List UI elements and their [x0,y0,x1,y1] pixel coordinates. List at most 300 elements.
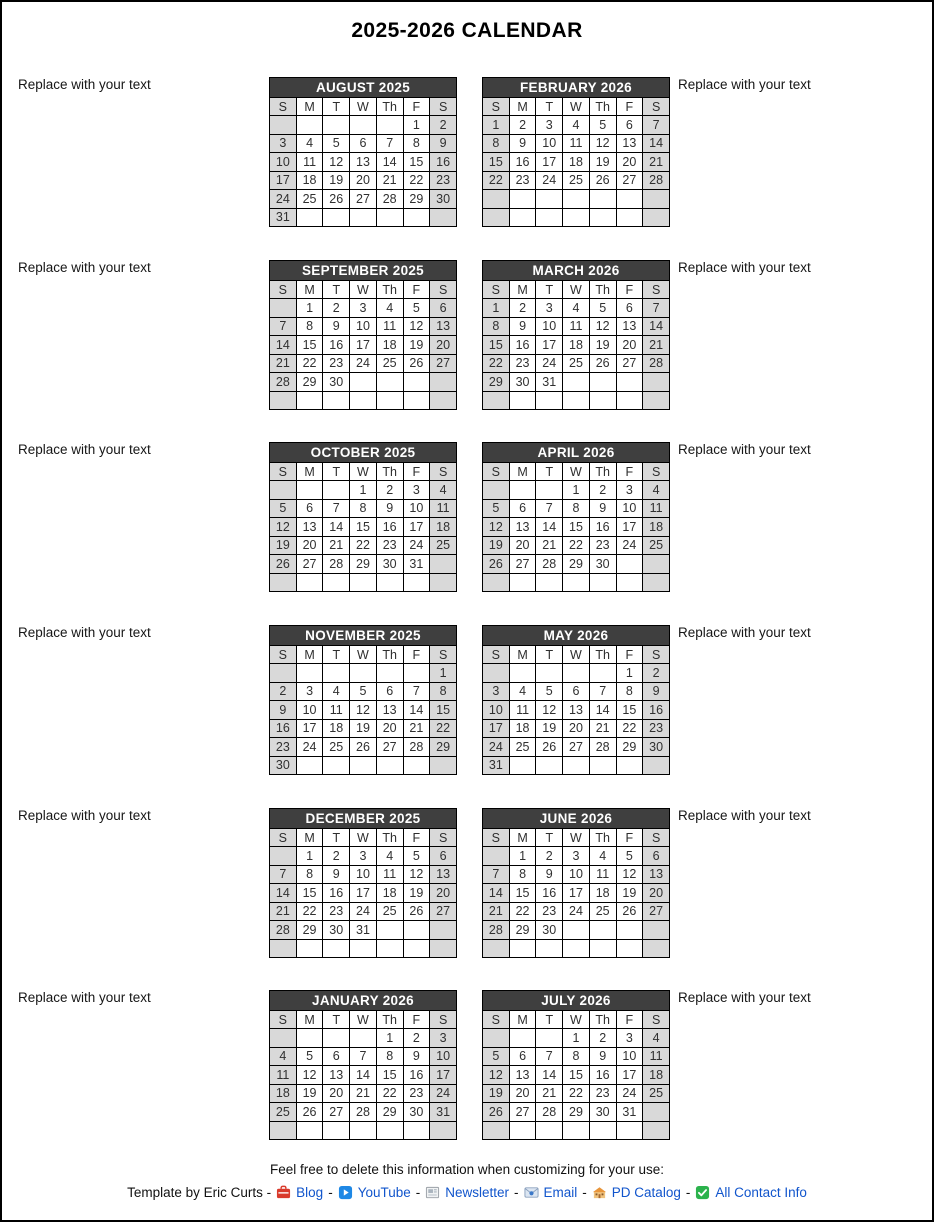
day-of-week-header: S [483,281,510,299]
day-cell: 9 [323,317,350,336]
day-cell [536,208,563,227]
day-of-week-header: S [430,829,457,847]
day-cell: 21 [403,719,430,738]
day-cell: 19 [403,884,430,903]
day-cell: 29 [563,1103,590,1122]
day-of-week-header: Th [589,1011,616,1029]
link-separator: - [582,1185,587,1200]
email-icon [524,1185,539,1200]
day-cell: 13 [430,317,457,336]
day-cell: 30 [643,738,670,757]
day-cell: 18 [323,719,350,738]
all-contact-info-link[interactable]: All Contact Info [715,1185,807,1200]
day-cell: 10 [616,1047,643,1066]
day-cell: 24 [350,354,377,373]
day-cell: 12 [589,134,616,153]
pd-catalog-link[interactable]: PD Catalog [611,1185,681,1200]
month-calendar [482,260,670,410]
day-cell: 20 [430,336,457,355]
day-of-week-header: M [509,829,536,847]
day-cell: 6 [509,1047,536,1066]
day-cell [376,939,403,958]
day-cell: 29 [563,555,590,574]
day-cell: 30 [270,756,297,775]
day-cell: 7 [323,499,350,518]
day-cell: 17 [616,518,643,537]
day-cell: 14 [270,336,297,355]
day-cell: 28 [350,1103,377,1122]
day-cell: 1 [563,1029,590,1048]
youtube-link[interactable]: YouTube [357,1185,411,1200]
month-title: APRIL 2026 [483,443,670,463]
day-cell: 15 [483,153,510,172]
day-cell [323,391,350,410]
day-cell: 27 [509,1103,536,1122]
day-cell: 19 [589,153,616,172]
day-cell [376,756,403,775]
day-cell: 26 [483,555,510,574]
day-cell: 21 [589,719,616,738]
day-of-week-header: F [403,1011,430,1029]
day-cell: 1 [483,299,510,318]
day-cell: 20 [509,536,536,555]
day-cell: 18 [376,336,403,355]
day-cell: 4 [643,1029,670,1048]
day-of-week-header: M [296,463,323,481]
day-cell: 9 [536,865,563,884]
day-cell: 13 [509,1066,536,1085]
day-cell: 27 [509,555,536,574]
day-cell: 6 [616,299,643,318]
day-cell: 25 [323,738,350,757]
email-link[interactable]: Email [543,1185,578,1200]
day-cell: 29 [403,190,430,209]
day-cell: 16 [509,153,536,172]
day-cell [296,391,323,410]
day-cell: 23 [589,1084,616,1103]
day-cell [376,1121,403,1140]
day-cell: 3 [270,134,297,153]
day-cell: 19 [483,536,510,555]
link-separator: - [514,1185,519,1200]
month-calendar [482,625,670,775]
day-cell: 14 [323,518,350,537]
day-cell: 5 [589,116,616,135]
day-cell: 9 [643,682,670,701]
day-cell: 25 [563,171,590,190]
day-cell [536,481,563,500]
day-cell: 12 [589,317,616,336]
day-cell: 5 [483,1047,510,1066]
day-of-week-header: S [483,98,510,116]
day-cell [589,373,616,392]
day-of-week-header: Th [376,829,403,847]
day-of-week-header: Th [589,829,616,847]
day-cell: 24 [536,171,563,190]
day-cell: 16 [270,719,297,738]
day-cell: 28 [270,921,297,940]
day-cell [563,573,590,592]
day-cell: 21 [270,902,297,921]
day-of-week-header: S [483,829,510,847]
day-cell: 16 [376,518,403,537]
day-of-week-header: T [536,463,563,481]
day-cell [350,1029,377,1048]
day-cell: 21 [643,336,670,355]
day-cell: 3 [296,682,323,701]
day-of-week-header: S [643,1011,670,1029]
day-cell: 17 [296,719,323,738]
day-cell [643,756,670,775]
day-cell: 28 [270,373,297,392]
pd-catalog-icon [592,1185,607,1200]
day-cell: 5 [616,847,643,866]
day-of-week-header: F [403,829,430,847]
day-cell: 26 [589,354,616,373]
day-cell: 24 [483,738,510,757]
day-cell: 15 [430,701,457,720]
day-cell: 13 [323,1066,350,1085]
day-cell [323,664,350,683]
day-cell: 23 [270,738,297,757]
day-cell: 16 [403,1066,430,1085]
day-cell: 7 [403,682,430,701]
day-cell [509,664,536,683]
day-cell: 19 [616,884,643,903]
day-of-week-header: F [403,281,430,299]
day-cell: 6 [296,499,323,518]
day-cell: 13 [616,317,643,336]
day-cell: 15 [296,884,323,903]
day-cell [616,373,643,392]
day-cell: 30 [509,373,536,392]
day-cell: 2 [323,299,350,318]
day-cell: 4 [563,299,590,318]
contact-check-icon [695,1185,710,1200]
day-cell [350,939,377,958]
credit-text: Template by Eric Curts - [127,1185,272,1200]
day-cell: 7 [536,499,563,518]
day-cell: 12 [483,518,510,537]
day-cell: 12 [296,1066,323,1085]
day-cell: 19 [350,719,377,738]
day-cell: 30 [536,921,563,940]
day-cell: 28 [323,555,350,574]
day-cell: 5 [350,682,377,701]
day-cell: 25 [589,902,616,921]
day-cell: 5 [483,499,510,518]
day-cell [589,190,616,209]
day-cell: 6 [616,116,643,135]
day-cell [643,1121,670,1140]
day-cell [350,373,377,392]
day-cell: 26 [616,902,643,921]
day-cell [270,116,297,135]
day-of-week-header: S [430,1011,457,1029]
day-of-week-header: S [270,1011,297,1029]
day-cell [643,190,670,209]
placeholder-text-left: Replace with your text [18,442,151,457]
day-cell [350,573,377,592]
day-of-week-header: M [509,646,536,664]
month-title: MARCH 2026 [483,261,670,281]
day-cell: 24 [270,190,297,209]
day-cell: 2 [589,1029,616,1048]
day-cell [616,555,643,574]
day-cell: 11 [643,499,670,518]
day-cell: 7 [376,134,403,153]
day-cell: 8 [563,499,590,518]
day-cell [296,1029,323,1048]
day-of-week-header: F [616,829,643,847]
link-separator: - [415,1185,421,1200]
day-of-week-header: S [483,463,510,481]
day-cell: 19 [323,171,350,190]
placeholder-text-left: Replace with your text [18,808,151,823]
day-cell: 14 [270,884,297,903]
day-cell: 18 [509,719,536,738]
footer-note: Feel free to delete this information when customizing for your use: [270,1162,664,1177]
day-cell: 9 [270,701,297,720]
month-title: SEPTEMBER 2025 [270,261,457,281]
day-of-week-header: S [643,646,670,664]
day-cell: 7 [270,317,297,336]
day-cell [270,847,297,866]
day-cell: 5 [589,299,616,318]
day-cell: 23 [509,171,536,190]
day-cell: 31 [616,1103,643,1122]
day-cell [509,1121,536,1140]
day-cell: 12 [270,518,297,537]
day-cell: 28 [589,738,616,757]
day-cell [403,664,430,683]
day-cell: 4 [323,682,350,701]
day-cell: 3 [350,299,377,318]
day-cell [563,664,590,683]
day-cell: 10 [430,1047,457,1066]
day-cell [589,573,616,592]
day-of-week-header: M [296,829,323,847]
blog-link[interactable]: Blog [296,1185,324,1200]
day-cell: 2 [589,481,616,500]
day-cell: 5 [536,682,563,701]
day-cell: 25 [509,738,536,757]
day-cell: 28 [536,1103,563,1122]
day-cell: 8 [376,1047,403,1066]
day-cell: 22 [296,354,323,373]
day-cell [509,208,536,227]
day-cell: 23 [643,719,670,738]
day-cell: 13 [643,865,670,884]
day-cell [616,756,643,775]
month-slot [269,808,457,958]
day-of-week-header: W [563,646,590,664]
day-cell: 12 [323,153,350,172]
day-cell [643,573,670,592]
day-of-week-header: W [563,1011,590,1029]
day-cell: 5 [323,134,350,153]
day-cell [643,391,670,410]
day-cell: 9 [376,499,403,518]
day-cell: 4 [270,1047,297,1066]
day-cell: 18 [589,884,616,903]
month-calendar [269,625,457,775]
day-of-week-header: Th [589,281,616,299]
day-cell [563,921,590,940]
day-cell: 7 [536,1047,563,1066]
day-cell: 4 [430,481,457,500]
placeholder-text-left: Replace with your text [18,260,151,275]
day-cell [536,756,563,775]
day-cell: 9 [509,134,536,153]
day-cell: 23 [589,536,616,555]
day-cell: 14 [483,884,510,903]
month-slot [482,260,670,410]
day-cell [323,208,350,227]
day-cell: 26 [483,1103,510,1122]
day-cell [563,939,590,958]
day-cell: 6 [563,682,590,701]
placeholder-text-right: Replace with your text [678,260,811,275]
day-cell: 27 [376,738,403,757]
day-cell: 11 [270,1066,297,1085]
day-cell [643,555,670,574]
month-slot [482,990,670,1140]
day-cell: 21 [323,536,350,555]
day-cell: 13 [563,701,590,720]
day-of-week-header: S [643,829,670,847]
day-cell [430,555,457,574]
calendar-row [2,260,932,422]
day-cell [270,391,297,410]
day-cell: 4 [296,134,323,153]
newsletter-link[interactable]: Newsletter [445,1185,510,1200]
day-cell: 2 [430,116,457,135]
day-cell: 18 [563,153,590,172]
day-cell [376,573,403,592]
day-cell: 20 [563,719,590,738]
day-cell: 16 [536,884,563,903]
day-cell: 1 [403,116,430,135]
day-cell: 15 [296,336,323,355]
day-of-week-header: F [616,646,643,664]
day-cell: 21 [350,1084,377,1103]
day-cell: 6 [430,847,457,866]
day-of-week-header: T [536,646,563,664]
calendar-row [2,77,932,239]
day-cell [296,664,323,683]
day-cell [296,756,323,775]
day-cell [536,190,563,209]
day-cell: 26 [403,902,430,921]
day-cell: 10 [616,499,643,518]
day-cell [483,939,510,958]
day-cell: 28 [403,738,430,757]
day-cell [430,921,457,940]
placeholder-text-right: Replace with your text [678,77,811,92]
day-cell: 1 [563,481,590,500]
day-cell: 1 [509,847,536,866]
day-cell: 17 [430,1066,457,1085]
day-cell: 3 [536,116,563,135]
day-of-week-header: F [616,1011,643,1029]
day-cell [589,1121,616,1140]
day-cell: 12 [350,701,377,720]
day-of-week-header: T [536,1011,563,1029]
month-slot [269,260,457,410]
day-cell: 5 [270,499,297,518]
day-cell [509,481,536,500]
month-title: FEBRUARY 2026 [483,78,670,98]
day-cell [430,1121,457,1140]
day-cell: 12 [403,865,430,884]
day-of-week-header: Th [376,98,403,116]
day-cell [323,756,350,775]
day-of-week-header: M [509,463,536,481]
day-cell [616,208,643,227]
day-cell [376,391,403,410]
day-of-week-header: W [350,829,377,847]
day-cell: 23 [509,354,536,373]
day-cell: 27 [616,354,643,373]
day-cell: 29 [430,738,457,757]
day-cell [403,573,430,592]
day-cell: 16 [323,336,350,355]
day-cell [483,391,510,410]
day-cell [509,756,536,775]
day-cell: 25 [643,1084,670,1103]
day-cell [536,1121,563,1140]
day-cell: 11 [643,1047,670,1066]
day-cell [483,208,510,227]
day-cell: 25 [430,536,457,555]
day-cell: 13 [376,701,403,720]
day-of-week-header: Th [589,646,616,664]
day-cell: 15 [376,1066,403,1085]
month-slot [482,625,670,775]
month-calendar [269,442,457,592]
day-cell [350,1121,377,1140]
day-cell: 8 [616,682,643,701]
day-cell: 25 [376,354,403,373]
day-of-week-header: Th [376,646,403,664]
day-cell: 17 [536,336,563,355]
calendar-row [2,625,932,787]
day-cell: 4 [589,847,616,866]
day-of-week-header: Th [376,1011,403,1029]
day-cell [430,756,457,775]
day-cell: 19 [296,1084,323,1103]
day-cell: 4 [376,847,403,866]
day-cell: 7 [589,682,616,701]
day-cell: 14 [536,518,563,537]
day-cell [483,664,510,683]
day-cell [509,939,536,958]
day-cell [270,1121,297,1140]
day-cell: 15 [350,518,377,537]
day-of-week-header: W [350,98,377,116]
day-cell: 31 [270,208,297,227]
day-of-week-header: T [323,1011,350,1029]
day-cell [270,481,297,500]
day-cell [589,391,616,410]
day-cell: 17 [563,884,590,903]
day-of-week-header: Th [376,463,403,481]
day-cell [536,1029,563,1048]
day-cell [403,921,430,940]
day-of-week-header: S [270,829,297,847]
day-cell: 11 [376,317,403,336]
